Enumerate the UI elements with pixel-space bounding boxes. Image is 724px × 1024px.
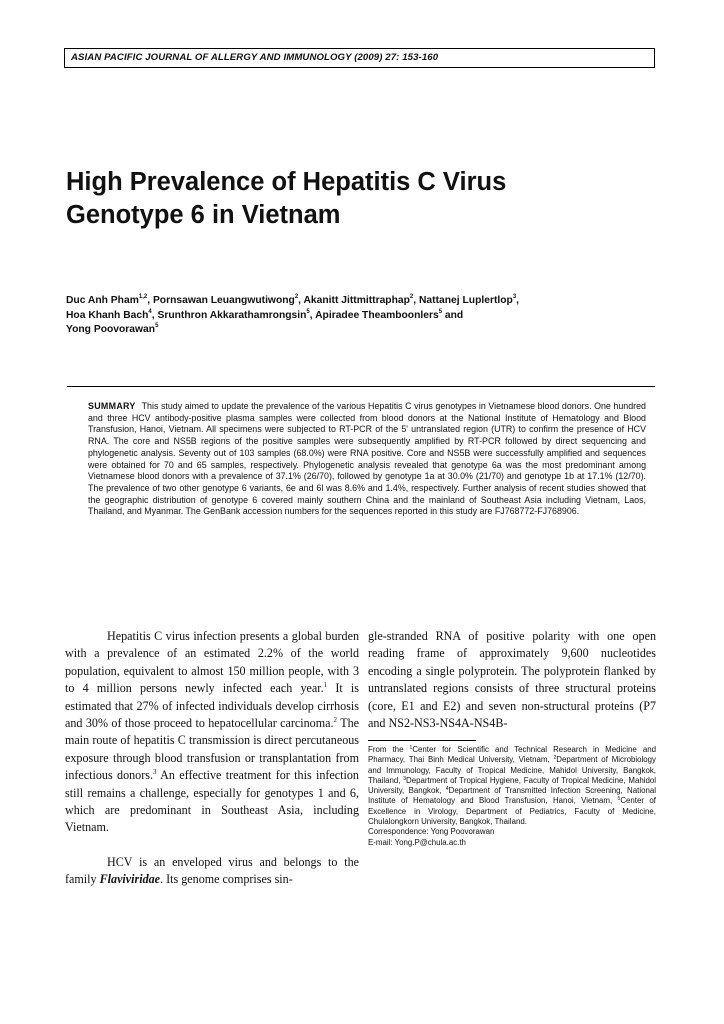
author-affiliation: 1,2 [138, 294, 148, 300]
affiliation-number: 2 [553, 755, 557, 762]
footnote-text: Department of Transmitted Infection Screening, National Institute of Hematology and Blood Transfusion, Hanoi, Vietnam, [368, 786, 656, 806]
affiliation-number: 4 [445, 786, 449, 793]
body-text: The main route of hepatitis C transmission is direct percutaneous exposure through blood transfusion or transplantation from infectious donors. [65, 716, 360, 783]
body-text: HCV is an enveloped virus and belongs to the family [65, 854, 359, 887]
author-affiliation: 5 [306, 308, 310, 315]
reference-number: 2 [333, 716, 338, 725]
reference-number: 3 [152, 768, 157, 777]
footnote-text: Center for Scientific and Technical Research in Medicine and Pharmacy, Thai Binh Medical University, Vietnam, [368, 745, 657, 765]
affiliations [368, 745, 656, 827]
author-name: Yong Poovorawan [66, 324, 156, 336]
author-name: Srunthron Akkarathamrongsin [157, 309, 307, 321]
body-column-left [65, 628, 359, 889]
footnote-text: Center of Excellence in Virology, Department of Pediatrics, Faculty of Medicine, Chulalongkorn University, Bangkok, Thailand. [368, 796, 656, 827]
footnote-text: Department of Tropical Hygiene, Faculty of Tropical Medicine, Mahidol University, Bangkok, [368, 775, 656, 796]
author-separator: , [151, 309, 158, 321]
author-affiliation: 5 [438, 308, 443, 315]
summary-text: This study aimed to update the prevalence of the various Hepatitis C virus genotypes in Vietnamese blood donors. One hundred and three HCV antibody-positive plasma samples were collected from blood donors at the National Institute of Hematology and Blood Transfusion, Hanoi, Vietnam. All specimens were subjected to RT-PCR of the 5' untranslated region (UTR) to confirm the presence of HCV RNA. The core and NS5B regions of the positive samples were subsequently amplified by RT-PCR followed by direct sequencing and phylogenetic analysis. Seventy out of 103 samples (68.0%) were RNA positive. Core and NS5B were successfully amplified and sequences were obtained for 70 and 65 samples, respectively. Phylogenetic analysis revealed that genotype 6a was the most predominant among Vietnamese blood donors with a prevalence of 37.1% (26/70), followed by genotype 1a at 30.0% (21/70) and genotype 1b at 17.1% (12/70). The prevalence of two other genotype 6 variants, 6e and 6l was 8.6% and 1.4%, respectively. Further analysis of recent studies showed that the geographic distribution of genotype 6 covered mainly southern China and the mainland of Southeast Asia including Vietnam, Laos, Thailand, and Myanmar. The GenBank accession numbers for the sequences reported in this study are FJ768772-FJ768906. [88, 401, 646, 517]
author-separator: , [516, 295, 520, 306]
body-text: . Its genome comprises sin- [160, 872, 293, 887]
affiliation-footnote [368, 745, 656, 848]
summary-divider [67, 386, 655, 387]
author-name: Duc Anh Pham [66, 295, 139, 306]
author-list [66, 294, 646, 338]
author-name: Nattanej Luplertlop [419, 295, 513, 306]
footnote-text: From the [368, 745, 410, 754]
affiliation-number: 5 [617, 796, 621, 803]
correspondence: Correspondence: Yong Poovorawan [368, 827, 495, 837]
body-text: An effective treatment for this infection still remains a challenge, especially for genotypes 1 and 6, which are predominant in Southeast Asia, including Vietnam. [65, 768, 359, 835]
footnote-text: Department of Microbiology and Immunology, Faculty of Tropical Medicine, Mahidol University, Bangkok, Thailand, [368, 755, 657, 785]
author-name: Akanitt Jittmittraphap [303, 295, 410, 306]
affiliation-number: 1 [409, 745, 413, 751]
footnote-divider [368, 740, 476, 741]
taxon-name: Flaviviridae [99, 872, 161, 887]
author-affiliation: 3 [512, 294, 517, 300]
email-address[interactable]: E-mail: Yong.P@chula.ac.th [368, 837, 466, 847]
body-text: Hepatitis C virus infection presents a global burden with a prevalence of an estimated 2.2% of the world population, equivalent to almost 150 million people, with 3 to 4 million persons newly infected each year. [65, 629, 359, 696]
article-title: High Prevalence of Hepatitis C Virus Genotype 6 in Vietnam [66, 168, 507, 229]
body-paragraph: gle-stranded RNA of positive polarity with one open reading frame of approximately 9,600 nucleotides encoding a single polyprotein. The polyprotein flanked by untranslated regions consists of three structural proteins (core, E1 and E2) and seven non-structural proteins (P7 and NS2-NS3-NS4A-NS4B- [368, 629, 656, 731]
author-separator: , [413, 295, 419, 306]
body-paragraph [65, 628, 359, 837]
journal-header: ASIAN PACIFIC JOURNAL OF ALLERGY AND IMMUNOLOGY (2009) 27: 153-160 [71, 52, 439, 63]
author-affiliation: 4 [148, 308, 152, 315]
summary-block [88, 401, 646, 518]
author-name: Apiradee Theamboonlers [315, 309, 439, 321]
author-separator: , [298, 295, 304, 306]
author-separator: and [442, 309, 464, 321]
author-name: Pornsawan Leuangwutiwong [152, 295, 295, 306]
affiliation-number: 3 [403, 775, 407, 782]
author-affiliation: 2 [409, 294, 414, 300]
body-column-right [368, 628, 656, 732]
summary-heading: SUMMARY [88, 401, 136, 411]
author-name: Hoa Khanh Bach [66, 309, 149, 321]
author-affiliation: 5 [155, 323, 159, 330]
reference-number: 1 [323, 681, 328, 690]
journal-header-box [64, 48, 655, 68]
author-affiliation: 2 [294, 294, 299, 300]
body-text: It is estimated that 27% of infected individuals develop cirrhosis and 30% of those proceed to hepatocellular carcinoma. [65, 681, 359, 731]
author-separator: , [309, 309, 316, 321]
author-separator: , [147, 295, 153, 306]
body-paragraph [65, 854, 359, 889]
